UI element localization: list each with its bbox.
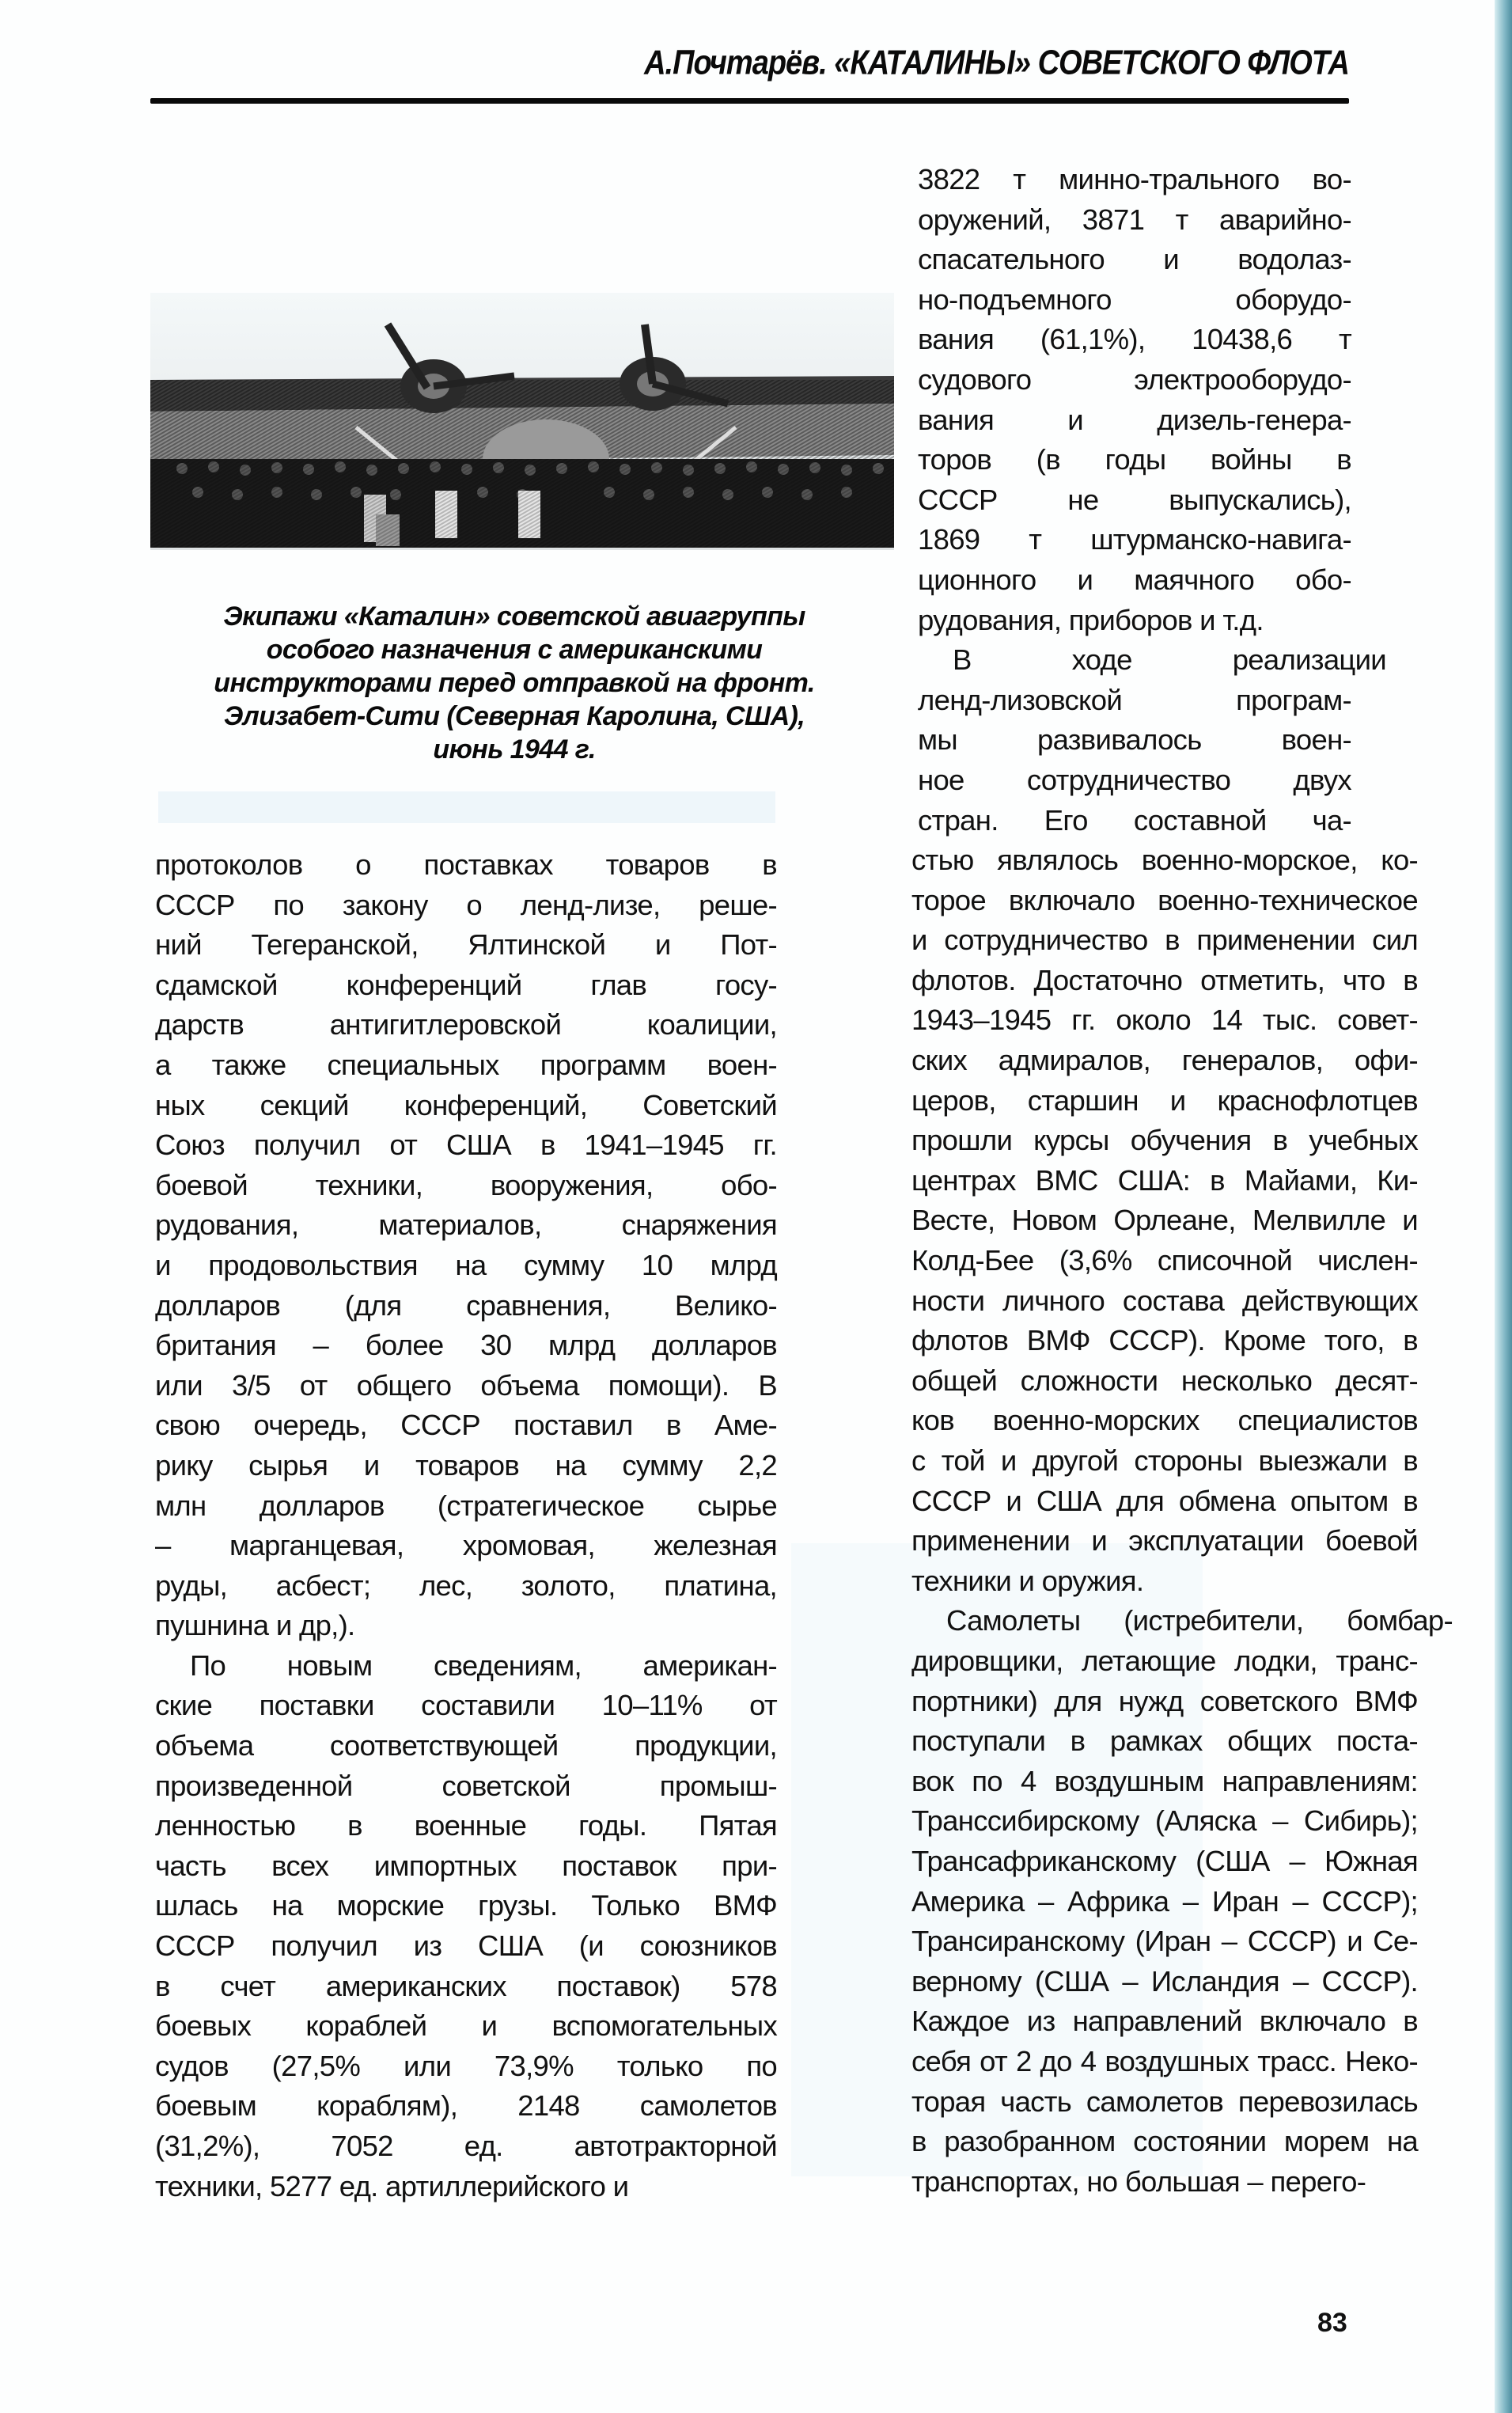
text-line: себя от 2 до 4 воздушных трасс. Неко- [911, 2044, 1418, 2077]
text-line: боевым кораблям), 2148 самолетов [155, 2089, 777, 2123]
text-line: – марганцевая, хромовая, железная [155, 1529, 777, 1562]
text-line: Колд-Бее (3,6% списочной числен- [911, 1244, 1418, 1277]
text-line: боевой техники, вооружения, обо- [155, 1168, 777, 1201]
text-line: ных секций конференций, Советский [155, 1088, 777, 1121]
text-line: Весте, Новом Орлеане, Мелвилле и [911, 1204, 1418, 1237]
text-line: флотов ВМФ СССР). Кроме того, в [911, 1324, 1418, 1357]
photo-catalina-crews [150, 293, 894, 550]
bleed-through [158, 791, 775, 823]
text-line: сдамской конференций глав госу- [155, 968, 777, 1001]
text-line: церов, старшин и краснофлотцев [911, 1083, 1418, 1117]
text-line: вания (61,1%), 10438,6 т [918, 323, 1351, 356]
text-line: В ходе реализации [953, 643, 1386, 677]
photo-image [150, 293, 894, 550]
text-line: произведенной советской промыш- [155, 1769, 777, 1802]
header-rule [150, 98, 1349, 104]
text-line: рику сырья и товаров на сумму 2,2 [155, 1448, 777, 1482]
text-line: ное сотрудничество двух [918, 763, 1351, 796]
text-line: верному (США – Исландия – СССР). [911, 1964, 1418, 1998]
text-line: Трансиранскому (Иран – СССР) и Се- [911, 1925, 1418, 1958]
text-line: шлась на морские грузы. Только ВМФ [155, 1889, 777, 1922]
text-line: рудования, приборов и т.д. [918, 603, 1264, 636]
left-column [155, 845, 777, 2206]
text-line: ские поставки составили 10–11% от [155, 1689, 777, 1722]
text-line: британия – более 30 млрд долларов [155, 1329, 777, 1362]
text-line: дарств антигитлеровской коалиции, [155, 1008, 777, 1041]
text-line: млн долларов (стратегическое сырье [155, 1489, 777, 1522]
page-number: 83 [1317, 2308, 1347, 2338]
text-line: судового электрооборудо- [918, 362, 1351, 396]
text-line: СССР получил из США (и союзников [155, 1929, 777, 1963]
text-line: СССР не выпускались), [918, 483, 1351, 516]
text-line: дировщики, летающие лодки, транс- [911, 1644, 1418, 1677]
text-line: портники) для нужд советского ВМФ [911, 1684, 1418, 1717]
right-column [911, 160, 1453, 2202]
text-line: общей сложности несколько десят- [911, 1364, 1418, 1397]
text-line: прошли курсы обучения в учебных [911, 1124, 1418, 1157]
text-line: оружений, 3871 т аварийно- [918, 203, 1351, 236]
text-line: пушнина и др,). [155, 1609, 355, 1642]
text-line: СССР по закону о ленд-лизе, реше- [155, 888, 777, 921]
text-line: 1869 т штурманско-навига- [918, 523, 1351, 556]
running-head [150, 44, 1349, 83]
text-line: торая часть самолетов перевозилась [911, 2085, 1418, 2118]
caption-line: Экипажи «Каталин» советской авиагруппы [223, 601, 805, 632]
text-line: Транссибирскому (Аляска – Сибирь); [911, 1804, 1418, 1838]
text-line: боевых кораблей и вспомогательных [155, 2009, 777, 2043]
text-line: но-подъемного оборудо- [918, 283, 1351, 316]
text-line: судов (27,5% или 73,9% только по [155, 2049, 777, 2082]
text-line: ленд-лизовской програм- [918, 683, 1351, 716]
text-line: применении и эксплуатации боевой [911, 1524, 1418, 1557]
text-line: долларов (для сравнения, Велико- [155, 1288, 777, 1322]
text-line: объема соответствующей продукции, [155, 1729, 777, 1762]
caption-line: Элизабет-Сити (Северная Каролина, США), [223, 701, 805, 731]
page-edge [1495, 0, 1512, 2413]
text-line: техники и оружия. [911, 1564, 1144, 1597]
text-line: вок по 4 воздушным направлениям: [911, 1764, 1418, 1797]
text-line: Америка – Африка – Иран – СССР); [911, 1884, 1418, 1918]
text-line: ционного и маячного обо- [918, 563, 1351, 596]
text-line: стью являлось военно-морское, ко- [911, 844, 1418, 877]
text-line: поступали в рамках общих поста- [911, 1724, 1418, 1758]
running-head-author: А.Почтарёв. [644, 44, 827, 82]
text-line: вания и дизель-генера- [918, 403, 1351, 436]
text-line: Каждое из направлений включало в [911, 2005, 1418, 2038]
text-line: центрах ВМС США: в Майами, Ки- [911, 1163, 1418, 1197]
text-line: а также специальных программ воен- [155, 1048, 777, 1081]
text-line: ских адмиралов, генералов, офи- [911, 1044, 1418, 1077]
text-line: протоколов о поставках товаров в [155, 848, 777, 881]
text-line: По новым сведениям, американ- [190, 1649, 777, 1682]
text-line: Самолеты (истребители, бомбар- [946, 1604, 1453, 1637]
text-line: или 3/5 от общего объема помощи). В [155, 1368, 777, 1402]
text-line: часть всех импортных поставок при- [155, 1849, 777, 1882]
text-line: ленностью в военные годы. Пятая [155, 1809, 777, 1842]
text-line: 3822 т минно-трального во- [918, 163, 1351, 195]
text-line: в счет американских поставок) 578 [155, 1969, 777, 2002]
text-line: Союз получил от США в 1941–1945 гг. [155, 1129, 777, 1162]
text-line: ков военно-морских специалистов [911, 1404, 1418, 1437]
text-line: транспортах, но большая – перего- [911, 2164, 1366, 2198]
text-line: мы развивалось воен- [918, 723, 1351, 757]
text-line: ний Тегеранской, Ялтинской и Пот- [155, 928, 777, 962]
text-line: стран. Его составной ча- [918, 803, 1351, 837]
text-line: спасательного и водолаз- [918, 243, 1351, 276]
text-line: торое включало военно-техническое [911, 883, 1418, 916]
text-line: с той и другой стороны выезжали в [911, 1444, 1418, 1477]
running-head-title: «КАТАЛИНЫ» СОВЕТСКОГО ФЛОТА [834, 44, 1349, 82]
text-line: (31,2%), 7052 ед. автотракторной [155, 2130, 777, 2162]
text-line: ности личного состава действующих [911, 1284, 1418, 1317]
photo-caption [158, 600, 870, 766]
caption-line: инструкторами перед отправкой на фронт. [214, 668, 815, 698]
text-line: СССР и США для обмена опытом в [911, 1484, 1418, 1517]
text-line: торов (в годы войны в [918, 443, 1351, 476]
text-line: и сотрудничество в применении сил [911, 924, 1418, 957]
text-line: Трансафриканскому (США – Южная [911, 1844, 1418, 1877]
text-line: флотов. Достаточно отметить, что в [911, 963, 1418, 996]
text-line: свою очередь, СССР поставил в Аме- [155, 1409, 777, 1442]
text-line: в разобранном состоянии морем на [911, 2125, 1418, 2158]
text-line: рудования, материалов, снаряжения [155, 1208, 777, 1242]
caption-line: июнь 1944 г. [433, 734, 596, 764]
text-line: и продовольствия на сумму 10 млрд [155, 1248, 777, 1281]
caption-line: особого назначения с американскими [266, 635, 763, 665]
text-line: 1943–1945 гг. около 14 тыс. совет- [911, 1004, 1418, 1037]
text-line: техники, 5277 ед. артиллерийского и [155, 2169, 629, 2202]
text-line: руды, асбест; лес, золото, платина, [155, 1569, 777, 1602]
